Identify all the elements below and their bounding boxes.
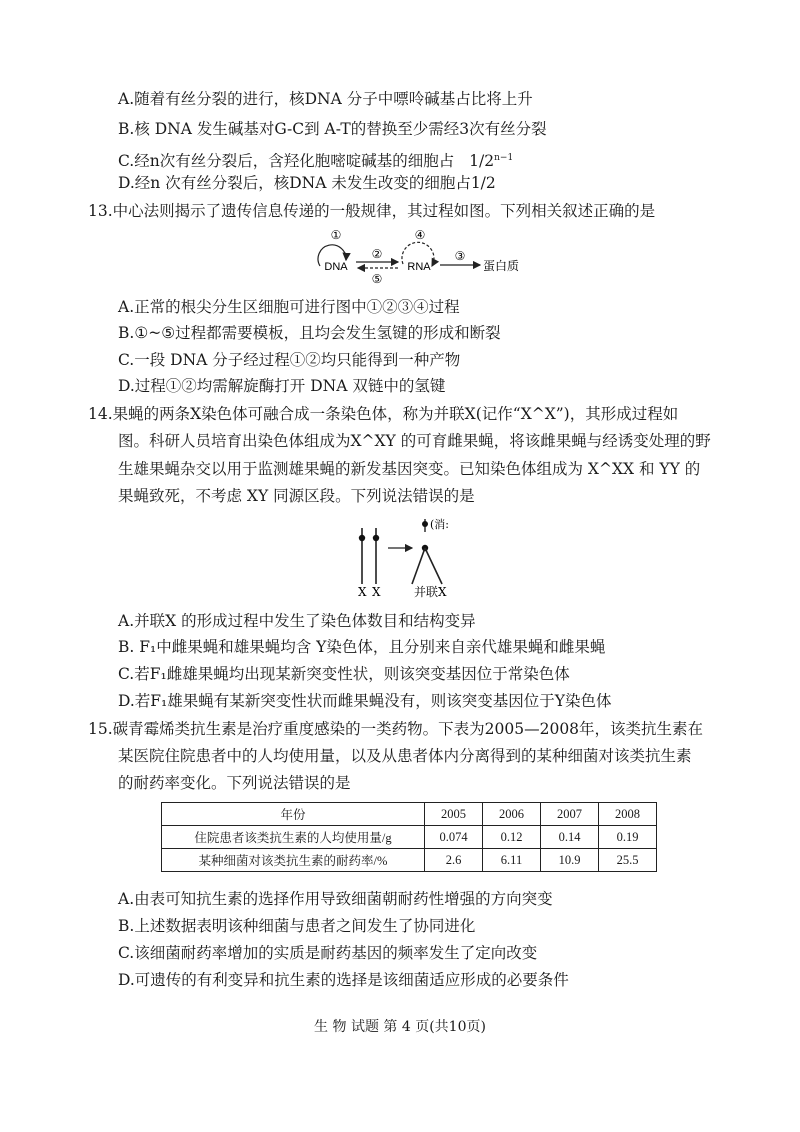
q15-stem-line-3: 的耐药率变化。下列说法错误的是 [118,774,351,792]
q12-option-a: A.随着有丝分裂的进行，核DNA 分子中嘌呤碱基占比将上升 [118,90,533,108]
label-5: ⑤ [371,272,383,286]
table-cell: 0.19 [599,826,657,849]
q14-stem-line-4: 果蝇致死，不考虑 XY 同源区段。下列说法错误的是 [118,487,475,505]
attached-x-diagram [350,516,460,600]
table-cell: 10.9 [541,849,599,872]
rna-label: RNA [407,261,431,273]
q13-option-d: D.过程①②均需解旋酶打开 DNA 双链中的氢键 [118,377,446,395]
q14-option-d: D.若F₁雄果蝇有某新突变性状而雌果蝇没有，则该突变基因位于Y染色体 [118,692,612,710]
table-header-row [162,803,657,826]
table-header-cell: 2005 [425,803,483,826]
central-dogma-diagram [300,226,540,288]
table-header-cell: 年份 [162,803,425,826]
protein-label: 蛋白质 [483,259,520,273]
label-3: ③ [454,249,466,263]
table-header-cell: 2008 [599,803,657,826]
lost-label: (消: [430,518,449,531]
q12-option-d: D.经n 次有丝分裂后，核DNA 未发生改变的细胞占1/2 [118,174,496,192]
table-cell: 某种细菌对该类抗生素的耐药率/% [162,849,425,872]
table-cell: 2.6 [425,849,483,872]
table-cell: 6.11 [483,849,541,872]
table-row [162,826,657,849]
label-4: ④ [414,228,426,242]
table-header-cell: 2007 [541,803,599,826]
q14-option-a: A.并联X 的形成过程中发生了染色体数目和结构变异 [118,612,476,630]
central-dogma-svg [300,226,540,288]
table-cell: 0.14 [541,826,599,849]
q15-option-c: C.该细菌耐药率增加的实质是耐药基因的频率发生了定向改变 [118,944,538,962]
lost-centromere [422,521,428,527]
x-label-1: X [358,585,367,599]
table-cell: 25.5 [599,849,657,872]
q14-option-c: C.若F₁雌雄果蝇均出现某新突变性状，则该突变基因位于常染色体 [118,665,570,683]
q15-option-a: A.由表可知抗生素的选择作用导致细菌朝耐药性增强的方向突变 [118,890,553,908]
label-1: ① [330,228,342,242]
fused-label: 并联X [414,585,447,599]
q15-option-d: D.可遗传的有利变异和抗生素的选择是该细菌适应形成的必要条件 [118,971,569,989]
fused-arm-1 [412,548,425,584]
page-footer: 生 物 试题 第 4 页(共10页) [314,1019,486,1035]
q14-stem-line-1: 14.果蝇的两条X染色体可融合成一条染色体，称为并联X(记作“X^X”)，其形成过程如 [88,405,679,423]
q14-option-b: B. F₁中雌果蝇和雄果蝇均含 Y染色体，且分别来自亲代雄果蝇和雌果蝇 [118,638,606,656]
q13-stem: 13.中心法则揭示了遗传信息传递的一般规律，其过程如图。下列相关叙述正确的是 [88,202,656,220]
q12-option-c-text: C.经n次有丝分裂后，含羟化胞嘧啶碱基的细胞占 [118,152,455,171]
table-cell: 0.074 [425,826,483,849]
attached-x-svg [350,516,460,600]
q14-stem-line-2: 图。科研人员培育出染色体组成为X^XY 的可育雌果蝇，将该雌果蝇与经诱变处理的野 [118,432,711,450]
table-cell: 0.12 [483,826,541,849]
q13-option-b: B.①~⑤过程都需要模板，且均会发生氢键的形成和断裂 [118,324,501,342]
q12-option-c-exponent: n−1 [494,153,514,163]
x-label-2: X [372,585,381,599]
centromere-1 [359,535,365,541]
antibiotic-data-table [161,802,657,872]
centromere-2 [373,535,379,541]
dna-label: DNA [324,261,348,273]
q13-option-c: C.一段 DNA 分子经过程①②均只能得到一种产物 [118,351,461,369]
q13-option-a: A.正常的根尖分生区细胞可进行图中①②③④过程 [118,298,460,316]
label-2: ② [371,247,383,261]
q12-option-b: B.核 DNA 发生碱基对G-C到 A-T的替换至少需经3次有丝分裂 [118,120,547,138]
q14-stem-line-3: 生雄果蝇杂交以用于监测雄果蝇的新发基因突变。已知染色体组成为 X^XX 和 YY 的 [118,460,701,478]
q15-stem-line-2: 某医院住院患者中的人均使用量，以及从患者体内分离得到的某种细菌对该类抗生素 [118,747,692,765]
table-row [162,849,657,872]
fused-arm-2 [425,548,442,584]
q15-stem-line-1: 15.碳青霉烯类抗生素是治疗重度感染的一类药物。下表为2005—2008年，该类抗生素在 [88,720,704,738]
q15-option-b: B.上述数据表明该种细菌与患者之间发生了协同进化 [118,917,476,935]
q12-option-c-fraction: 1/2 [469,152,495,171]
q12-option-c [118,147,513,172]
table-cell: 住院患者该类抗生素的人均使用量/g [162,826,425,849]
table-header-cell: 2006 [483,803,541,826]
